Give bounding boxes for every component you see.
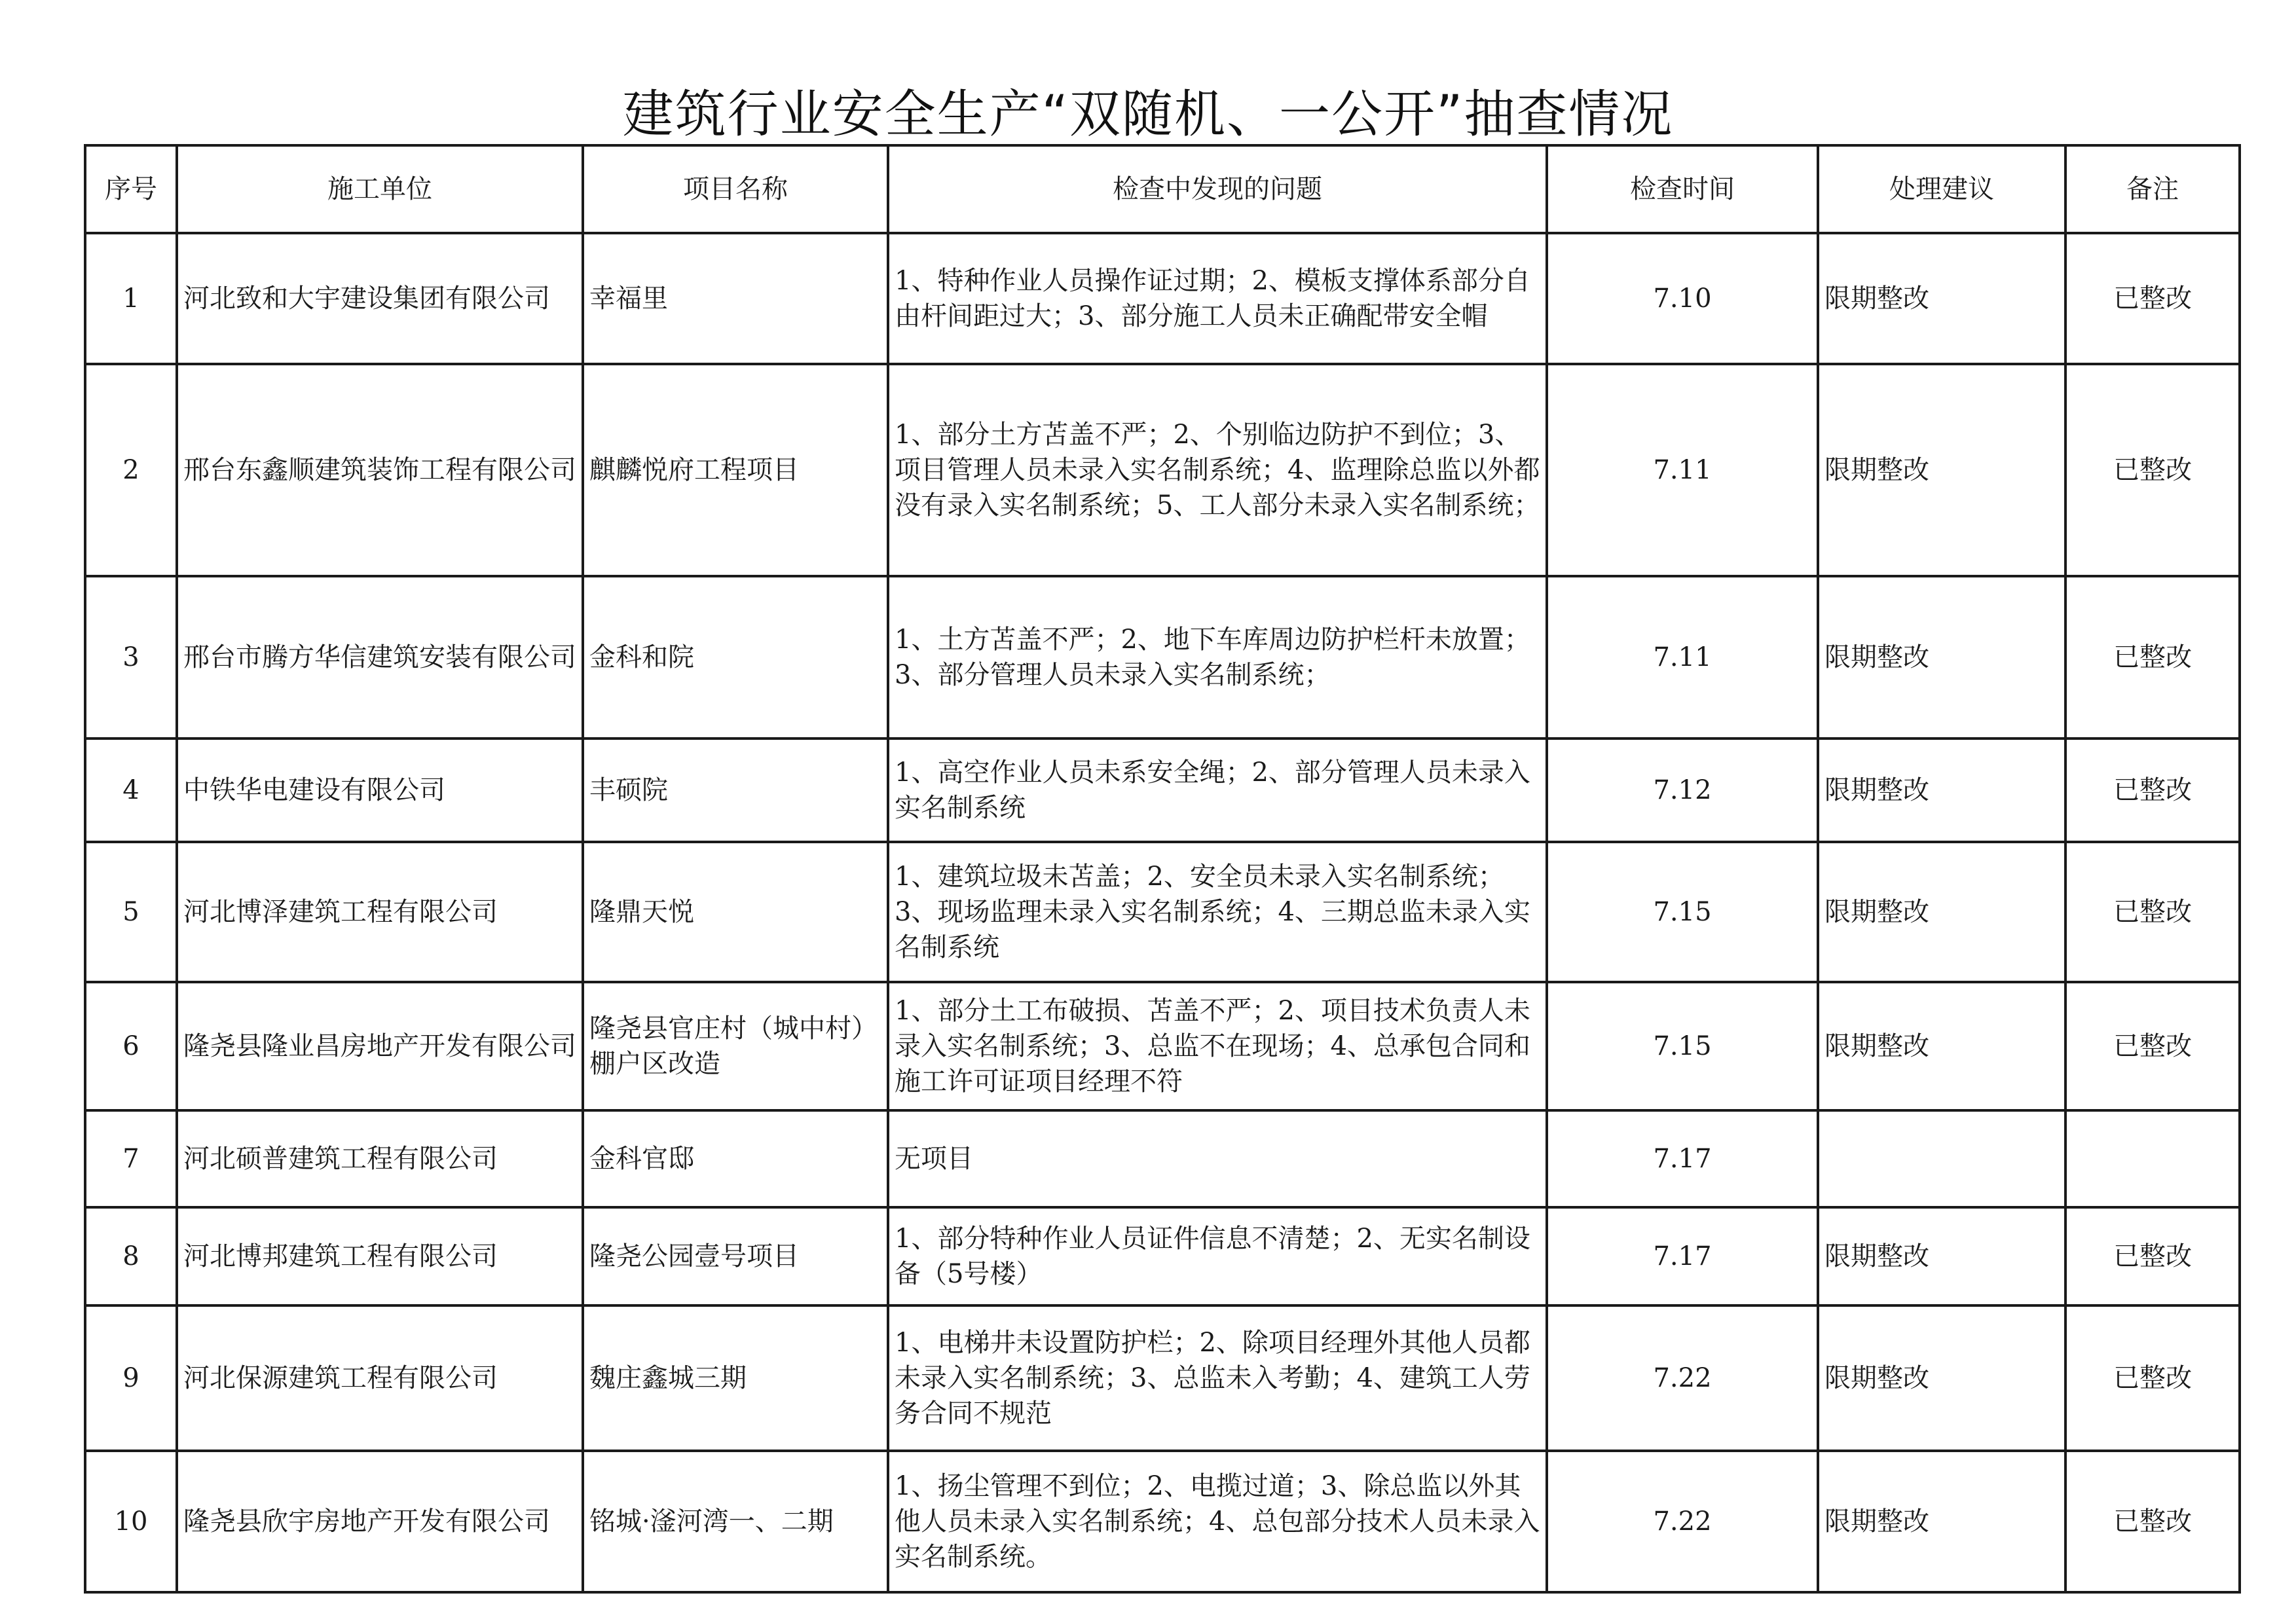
cell-advice: 限期整改 [1818, 1451, 2065, 1592]
header-project: 项目名称 [583, 145, 888, 233]
cell-issues: 1、土方苫盖不严；2、地下车库周边防护栏杆未放置；3、部分管理人员未录入实名制系统； [888, 576, 1547, 739]
header-issues: 检查中发现的问题 [888, 145, 1547, 233]
cell-unit: 中铁华电建设有限公司 [177, 739, 583, 842]
cell-issues: 1、电梯井未设置防护栏；2、除项目经理外其他人员都未录入实名制系统；3、总监未入考勤；4、建筑工人劳务合同不规范 [888, 1305, 1547, 1451]
header-row [85, 145, 2240, 233]
header-date: 检查时间 [1547, 145, 1818, 233]
cell-note: 已整改 [2065, 1207, 2240, 1305]
cell-note: 已整改 [2065, 364, 2240, 576]
table-row [85, 1305, 2240, 1451]
cell-no: 9 [85, 1305, 177, 1451]
cell-date: 7.17 [1547, 1207, 1818, 1305]
cell-date: 7.10 [1547, 233, 1818, 364]
cell-date: 7.12 [1547, 739, 1818, 842]
cell-date: 7.15 [1547, 842, 1818, 982]
cell-project: 隆尧县官庄村（城中村）棚户区改造 [583, 982, 888, 1110]
cell-note: 已整改 [2065, 576, 2240, 739]
cell-advice: 限期整改 [1818, 842, 2065, 982]
cell-issues: 1、特种作业人员操作证过期；2、模板支撑体系部分自由杆间距过大；3、部分施工人员未正确配带安全帽 [888, 233, 1547, 364]
cell-note: 已整改 [2065, 1451, 2240, 1592]
cell-no: 10 [85, 1451, 177, 1592]
cell-no: 5 [85, 842, 177, 982]
cell-advice: 限期整改 [1818, 364, 2065, 576]
table-row [85, 576, 2240, 739]
header-advice: 处理建议 [1818, 145, 2065, 233]
cell-advice [1818, 1110, 2065, 1207]
header-no: 序号 [85, 145, 177, 233]
table-row [85, 1110, 2240, 1207]
cell-no: 4 [85, 739, 177, 842]
table-row [85, 1207, 2240, 1305]
cell-date: 7.22 [1547, 1451, 1818, 1592]
header-note: 备注 [2065, 145, 2240, 233]
table-row [85, 233, 2240, 364]
cell-project: 幸福里 [583, 233, 888, 364]
cell-advice: 限期整改 [1818, 739, 2065, 842]
cell-unit: 邢台东鑫顺建筑装饰工程有限公司 [177, 364, 583, 576]
cell-date: 7.11 [1547, 576, 1818, 739]
table-row [85, 739, 2240, 842]
cell-unit: 河北致和大宇建设集团有限公司 [177, 233, 583, 364]
cell-unit: 河北博泽建筑工程有限公司 [177, 842, 583, 982]
cell-note: 已整改 [2065, 982, 2240, 1110]
cell-unit: 河北保源建筑工程有限公司 [177, 1305, 583, 1451]
cell-unit: 隆尧县隆业昌房地产开发有限公司 [177, 982, 583, 1110]
cell-advice: 限期整改 [1818, 576, 2065, 739]
cell-project: 隆鼎天悦 [583, 842, 888, 982]
cell-no: 1 [85, 233, 177, 364]
inspection-table [84, 144, 2241, 1594]
cell-no: 3 [85, 576, 177, 739]
cell-no: 7 [85, 1110, 177, 1207]
cell-no: 2 [85, 364, 177, 576]
cell-issues: 无项目 [888, 1110, 1547, 1207]
cell-unit: 邢台市腾方华信建筑安装有限公司 [177, 576, 583, 739]
cell-project: 金科和院 [583, 576, 888, 739]
cell-project: 金科官邸 [583, 1110, 888, 1207]
cell-date: 7.22 [1547, 1305, 1818, 1451]
cell-project: 隆尧公园壹号项目 [583, 1207, 888, 1305]
table-row [85, 364, 2240, 576]
cell-issues: 1、部分土方苫盖不严；2、个别临边防护不到位；3、项目管理人员未录入实名制系统；4、监理除总监以外都没有录入实名制系统；5、工人部分未录入实名制系统； [888, 364, 1547, 576]
cell-project: 丰硕院 [583, 739, 888, 842]
cell-issues: 1、部分特种作业人员证件信息不清楚；2、无实名制设备（5号楼） [888, 1207, 1547, 1305]
cell-advice: 限期整改 [1818, 233, 2065, 364]
cell-unit: 河北博邦建筑工程有限公司 [177, 1207, 583, 1305]
table-row [85, 982, 2240, 1110]
table-row [85, 842, 2240, 982]
cell-note [2065, 1110, 2240, 1207]
page-title: 建筑行业安全生产“双随机、一公开”抽查情况 [622, 85, 1674, 144]
cell-note: 已整改 [2065, 739, 2240, 842]
cell-project: 铭城·滏河湾一、二期 [583, 1451, 888, 1592]
cell-issues: 1、部分土工布破损、苫盖不严；2、项目技术负责人未录入实名制系统；3、总监不在现场；4、总承包合同和施工许可证项目经理不符 [888, 982, 1547, 1110]
cell-note: 已整改 [2065, 842, 2240, 982]
cell-unit: 隆尧县欣宇房地产开发有限公司 [177, 1451, 583, 1592]
cell-date: 7.11 [1547, 364, 1818, 576]
cell-advice: 限期整改 [1818, 1305, 2065, 1451]
cell-no: 8 [85, 1207, 177, 1305]
cell-project: 魏庄鑫城三期 [583, 1305, 888, 1451]
cell-no: 6 [85, 982, 177, 1110]
cell-advice: 限期整改 [1818, 982, 2065, 1110]
cell-unit: 河北硕普建筑工程有限公司 [177, 1110, 583, 1207]
cell-advice: 限期整改 [1818, 1207, 2065, 1305]
cell-date: 7.17 [1547, 1110, 1818, 1207]
cell-date: 7.15 [1547, 982, 1818, 1110]
cell-issues: 1、扬尘管理不到位；2、电揽过道；3、除总监以外其他人员未录入实名制系统；4、总包部分技术人员未录入实名制系统。 [888, 1451, 1547, 1592]
table-row [85, 1451, 2240, 1592]
cell-project: 麒麟悦府工程项目 [583, 364, 888, 576]
cell-issues: 1、高空作业人员未系安全绳；2、部分管理人员未录入实名制系统 [888, 739, 1547, 842]
header-unit: 施工单位 [177, 145, 583, 233]
cell-note: 已整改 [2065, 1305, 2240, 1451]
cell-issues: 1、建筑垃圾未苫盖；2、安全员未录入实名制系统；3、现场监理未录入实名制系统；4、三期总监未录入实名制系统 [888, 842, 1547, 982]
cell-note: 已整改 [2065, 233, 2240, 364]
